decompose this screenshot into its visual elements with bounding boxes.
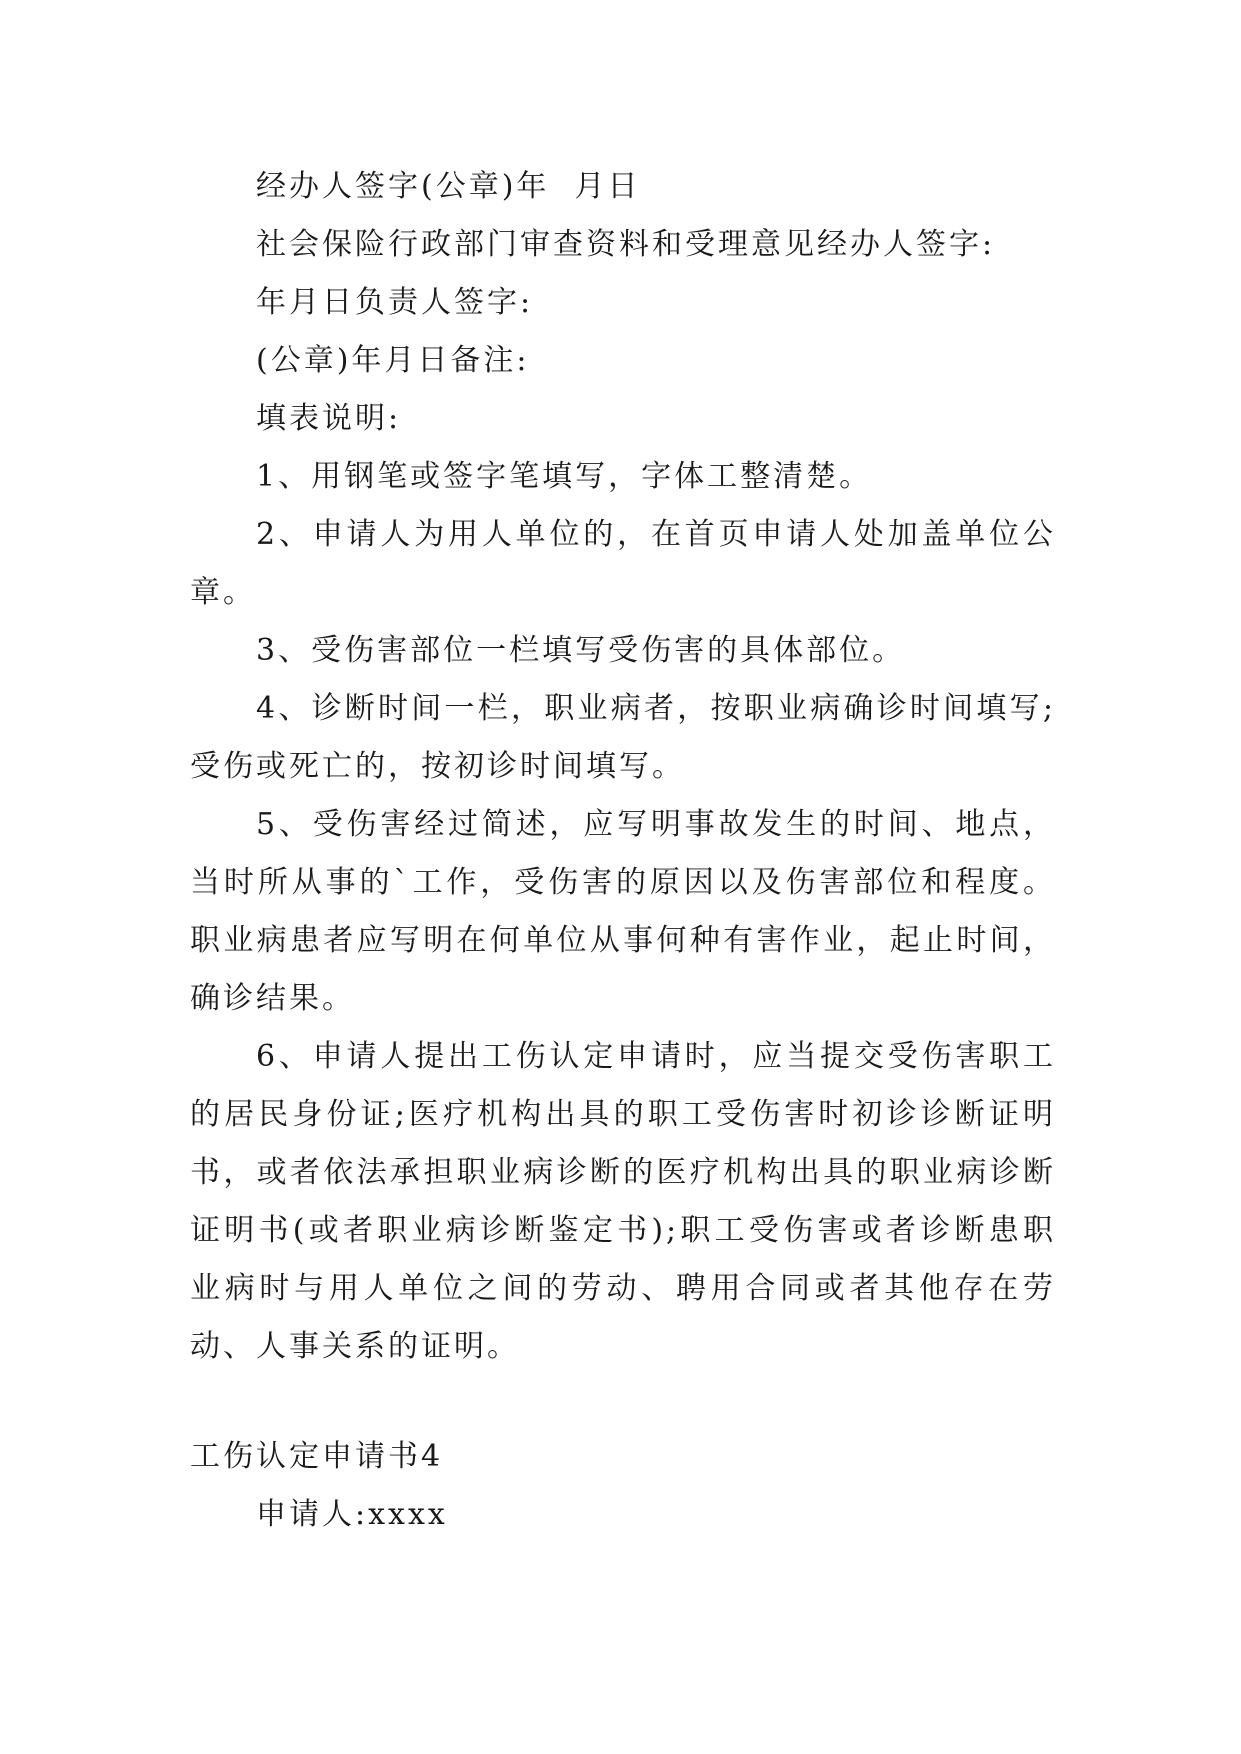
remarks-line: (公章)年月日备注: <box>256 343 530 378</box>
document-body <box>190 158 1056 1544</box>
instruction-item-1: 1、用钢笔或签字笔填写，字体工整清楚。 <box>256 459 873 494</box>
section-title: 工伤认定申请书4 <box>190 1439 444 1474</box>
instruction-item-2: 2、申请人为用人单位的，在首页申请人处加盖单位公章。 <box>190 517 1056 610</box>
responsible-person-line: 年月日负责人签字: <box>256 285 534 320</box>
signature-line: 经办人签字(公章)年 月日 <box>256 169 641 204</box>
instruction-item-4: 4、诊断时间一栏，职业病者，按职业病确诊时间填写;受伤或死亡的，按初诊时间填写。 <box>190 691 1056 784</box>
instruction-item-3: 3、受伤害部位一栏填写受伤害的具体部位。 <box>256 633 906 668</box>
applicant-line: 申请人:xxxx <box>256 1497 448 1532</box>
review-opinion-line: 社会保险行政部门审查资料和受理意见经办人签字: <box>256 227 996 262</box>
instruction-item-6: 6、申请人提出工伤认定申请时，应当提交受伤害职工的居民身份证;医疗机构出具的职工受伤害时初诊诊断证明书，或者依法承担职业病诊断的医疗机构出具的职业病诊断证明书(或者职业病诊断鉴定书);职工受伤害或者诊断患职业病时与用人单位之间的劳动、聘用合同或者其他存在劳动、人事关系的证明。 <box>190 1039 1056 1364</box>
instruction-item-5: 5、受伤害经过简述，应写明事故发生的时间、地点，当时所从事的`工作，受伤害的原因以及伤害部位和程度。职业病患者应写明在何单位从事何种有害作业，起止时间，确诊结果。 <box>190 807 1056 1016</box>
instructions-heading: 填表说明: <box>256 401 402 436</box>
